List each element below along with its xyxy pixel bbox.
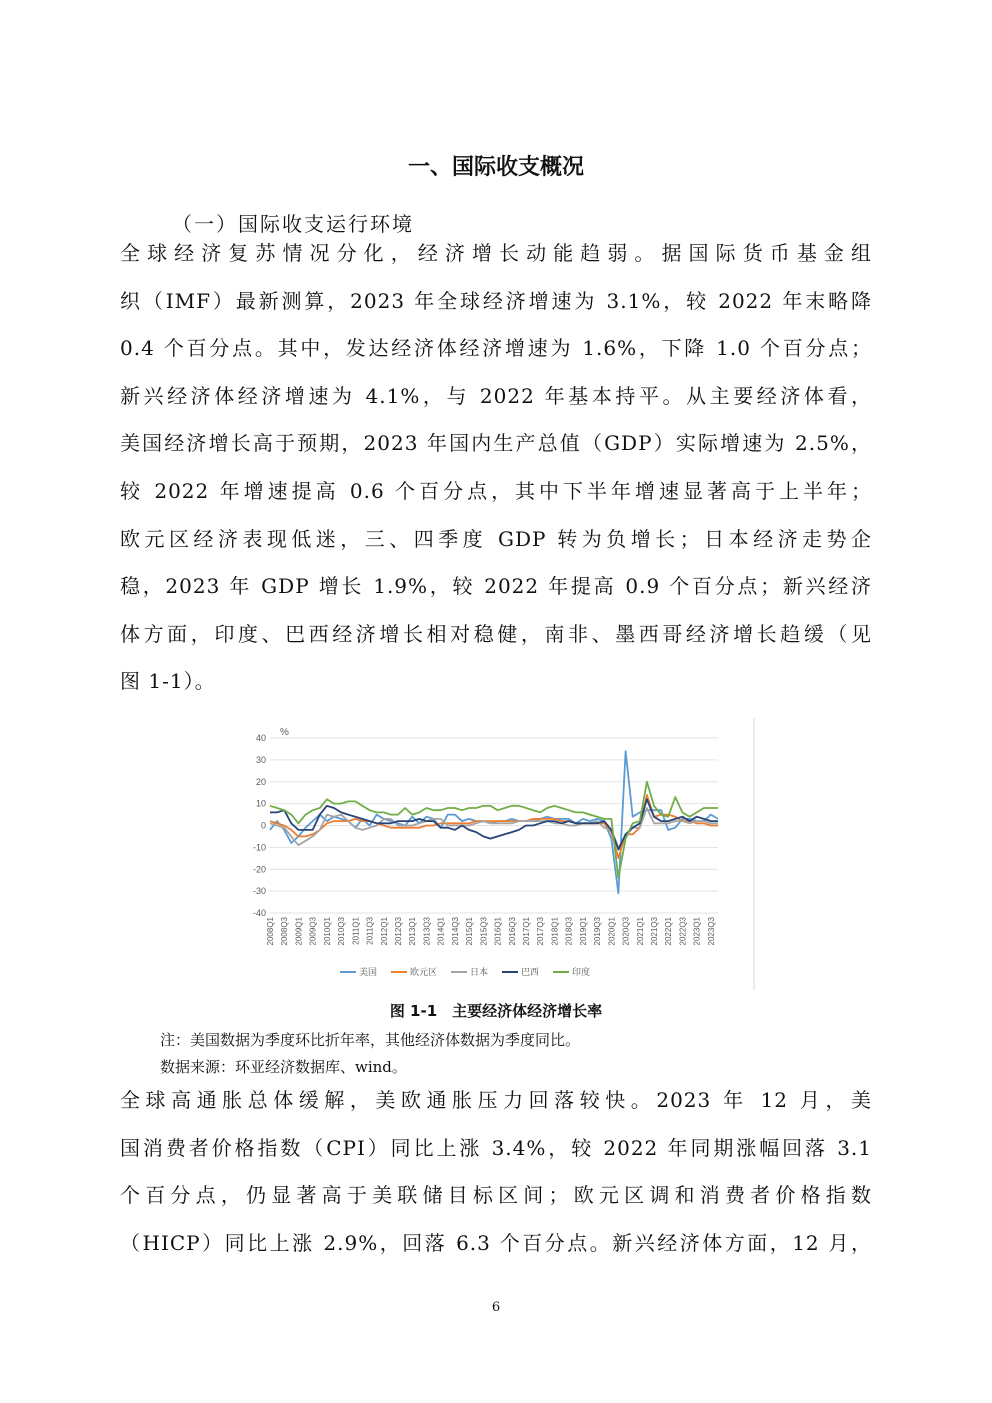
text-line: 稳，2023 年 GDP 增长 1.9%，较 2022 年提高 0.9 个百分点；新兴经济 (120, 574, 872, 599)
y-tick-label: 30 (255, 754, 266, 765)
x-tick-label: 2018Q3 (564, 917, 574, 946)
x-tick-label: 2021Q1 (635, 917, 645, 946)
y-tick-label: 20 (255, 776, 266, 787)
x-tick-label: 2021Q3 (650, 917, 659, 946)
text-line: 全球高通胀总体缓解，美欧通胀压力回落较快。2023 年 12 月，美 (120, 1088, 872, 1112)
x-tick-label: 2011Q1 (351, 917, 361, 945)
text-line: 美国经济增长高于预期，2023 年国内生产总值（GDP）实际增速为 2.5%， (120, 431, 872, 456)
y-axis-unit-label: % (280, 727, 289, 738)
y-tick-label: 0 (260, 820, 266, 831)
legend-label: 欧元区 (410, 968, 438, 978)
chart-canvas (240, 718, 756, 990)
paragraph-economy (120, 230, 872, 706)
text-line: 织（IMF）最新测算，2023 年全球经济增速为 3.1%，较 2022 年末略降 (120, 288, 872, 313)
x-tick-label: 2023Q3 (706, 917, 716, 946)
figure-caption: 图 1-1 主要经济体经济增长率 (389, 1002, 603, 1020)
x-tick-label: 2012Q1 (379, 917, 389, 946)
growth-rate-chart (240, 718, 756, 990)
y-tick-label: 10 (255, 798, 266, 809)
x-tick-label: 2016Q3 (507, 917, 517, 946)
x-tick-label: 2013Q3 (422, 917, 432, 946)
x-tick-label: 2020Q1 (607, 917, 617, 946)
text-line: 0.4 个百分点。其中，发达经济体经济增速为 1.6%，下降 1.0 个百分点； (120, 336, 872, 361)
x-tick-label: 2017Q3 (536, 917, 546, 946)
x-tick-label: 2010Q1 (322, 917, 332, 946)
x-tick-label: 2015Q3 (479, 917, 489, 946)
y-tick-label: -30 (252, 886, 266, 897)
x-tick-label: 2014Q1 (436, 917, 446, 946)
section-heading: 一、国际收支概况 (407, 155, 584, 180)
x-tick-label: 2015Q1 (465, 917, 475, 946)
x-tick-label: 2008Q1 (266, 917, 275, 946)
x-tick-label: 2022Q1 (664, 917, 674, 946)
text-line: 新兴经济体经济增速为 4.1%，与 2022 年基本持平。从主要经济体看， (120, 383, 872, 408)
text-line: 较 2022 年增速提高 0.6 个百分点，其中下半年增速显著高于上半年； (120, 478, 872, 503)
text-line: 个百分点，仍显著高于美联储目标区间；欧元区调和消费者价格指数 (120, 1183, 872, 1208)
page-number: 6 (491, 1300, 501, 1315)
x-tick-label: 2019Q3 (593, 917, 603, 946)
legend-label: 美国 (359, 968, 378, 978)
subsection-heading: （一）国际收支运行环境 (172, 212, 414, 236)
x-tick-label: 2012Q3 (394, 917, 403, 946)
legend-label: 印度 (572, 968, 591, 978)
y-tick-label: -20 (252, 864, 266, 875)
x-tick-label: 2010Q3 (337, 917, 347, 946)
x-tick-label: 2016Q1 (493, 917, 503, 946)
legend-label: 巴西 (521, 968, 540, 978)
chart-background (240, 718, 756, 990)
figure-note: 注：美国数据为季度环比折年率，其他经济体数据为季度同比。 (160, 1031, 581, 1049)
text-line: （HICP）同比上涨 2.9%，回落 6.3 个百分点。新兴经济体方面，12 月， (120, 1230, 872, 1255)
x-tick-label: 2023Q1 (692, 917, 702, 946)
text-line: 欧元区经济表现低迷，三、四季度 GDP 转为负增长；日本经济走势企 (120, 526, 872, 551)
x-tick-label: 2013Q1 (408, 917, 418, 946)
legend-label: 日本 (470, 968, 489, 978)
x-tick-label: 2017Q1 (522, 917, 531, 946)
text-line: 体方面，印度、巴西经济增长相对稳健，南非、墨西哥经济增长趋缓（见 (120, 621, 872, 646)
text-line: 国消费者价格指数（CPI）同比上涨 3.4%，较 2022 年同期涨幅回落 3.1 (120, 1135, 872, 1160)
x-tick-label: 2019Q1 (578, 917, 588, 946)
x-tick-label: 2011Q3 (365, 917, 375, 945)
paragraph-inflation (120, 1077, 872, 1267)
y-tick-label: -40 (252, 908, 266, 918)
x-tick-label: 2014Q3 (450, 917, 460, 946)
y-tick-label: -10 (252, 842, 266, 853)
data-source: 数据来源：环亚经济数据库、wind。 (160, 1058, 407, 1076)
x-tick-label: 2022Q3 (678, 917, 688, 946)
x-tick-label: 2018Q1 (550, 917, 560, 946)
y-tick-label: 40 (255, 733, 266, 743)
x-tick-label: 2020Q3 (621, 917, 631, 946)
text-line: 全球经济复苏情况分化，经济增长动能趋弱。据国际货币基金组 (120, 241, 872, 265)
x-tick-label: 2008Q3 (280, 917, 290, 946)
text-line: 图 1-1）。 (120, 669, 216, 694)
x-tick-label: 2009Q3 (308, 917, 318, 946)
x-tick-label: 2009Q1 (294, 917, 304, 946)
